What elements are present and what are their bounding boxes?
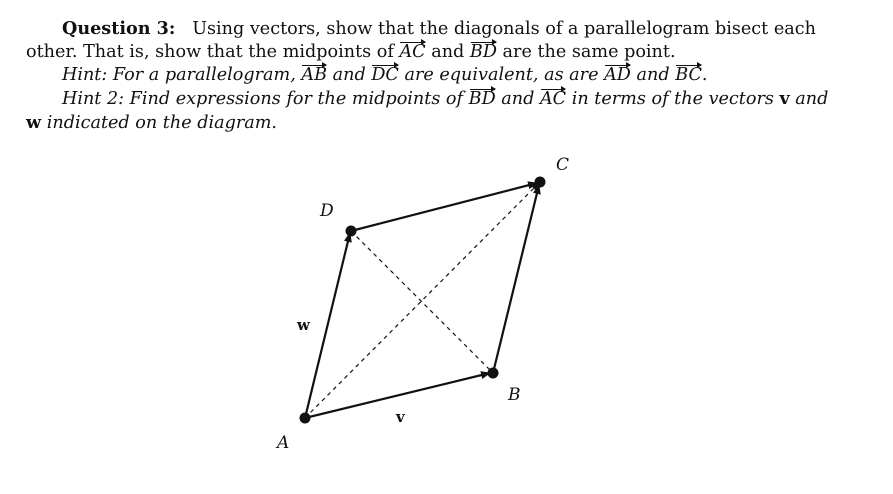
hint-1-and-2: and [630, 65, 676, 85]
label-v: v [396, 408, 405, 426]
vector-bd-hint: BD [468, 89, 496, 109]
side-dc [351, 183, 537, 231]
hint-2-start: Hint 2: Find expressions for the midpoints of [62, 89, 469, 109]
vector-ac: AC [399, 42, 426, 62]
vertex-c [535, 177, 546, 188]
hint-2-and-2: and [789, 89, 829, 109]
hint-1-middle: are equivalent, as are [398, 65, 605, 85]
vertex-d [346, 226, 357, 237]
side-bc [493, 185, 539, 373]
label-d: D [320, 201, 334, 221]
label-a: A [277, 433, 290, 453]
hint-1-and: and [327, 65, 372, 85]
hint-2-end: indicated on the diagram. [41, 113, 278, 133]
question-and: and [425, 42, 470, 62]
question-label: Question 3: [62, 18, 176, 39]
hint-2-middle: in terms of the vectors [566, 89, 780, 109]
side-ad-vector-w [305, 233, 350, 418]
hint-1-start: Hint: For a parallelogram, [62, 65, 302, 85]
question-line-2: other. That is, show that the midpoints of [26, 42, 400, 62]
vector-v-ref: v [779, 88, 790, 109]
vertex-a [300, 413, 311, 424]
vector-dc: DC [371, 65, 399, 85]
vector-ac-hint: AC [539, 89, 567, 109]
question-line-1: Using vectors, show that the diagonals of a parallelogram bisect each [192, 19, 816, 39]
diagonal-bd [351, 231, 493, 373]
hint-2-and: and [495, 89, 540, 109]
question-end: are the same point. [496, 42, 676, 62]
hint-1-end: . [701, 65, 708, 85]
diagonal-ac [305, 182, 540, 418]
vertex-b [488, 368, 499, 379]
label-w: w [297, 316, 310, 334]
vector-w-ref: w [26, 112, 42, 133]
vector-ab: AB [301, 65, 328, 85]
label-c: C [556, 155, 570, 175]
vector-ad: AD [604, 65, 631, 85]
vector-bc: BC [675, 65, 702, 85]
label-b: B [508, 385, 521, 405]
vector-bd: BD [469, 42, 497, 62]
